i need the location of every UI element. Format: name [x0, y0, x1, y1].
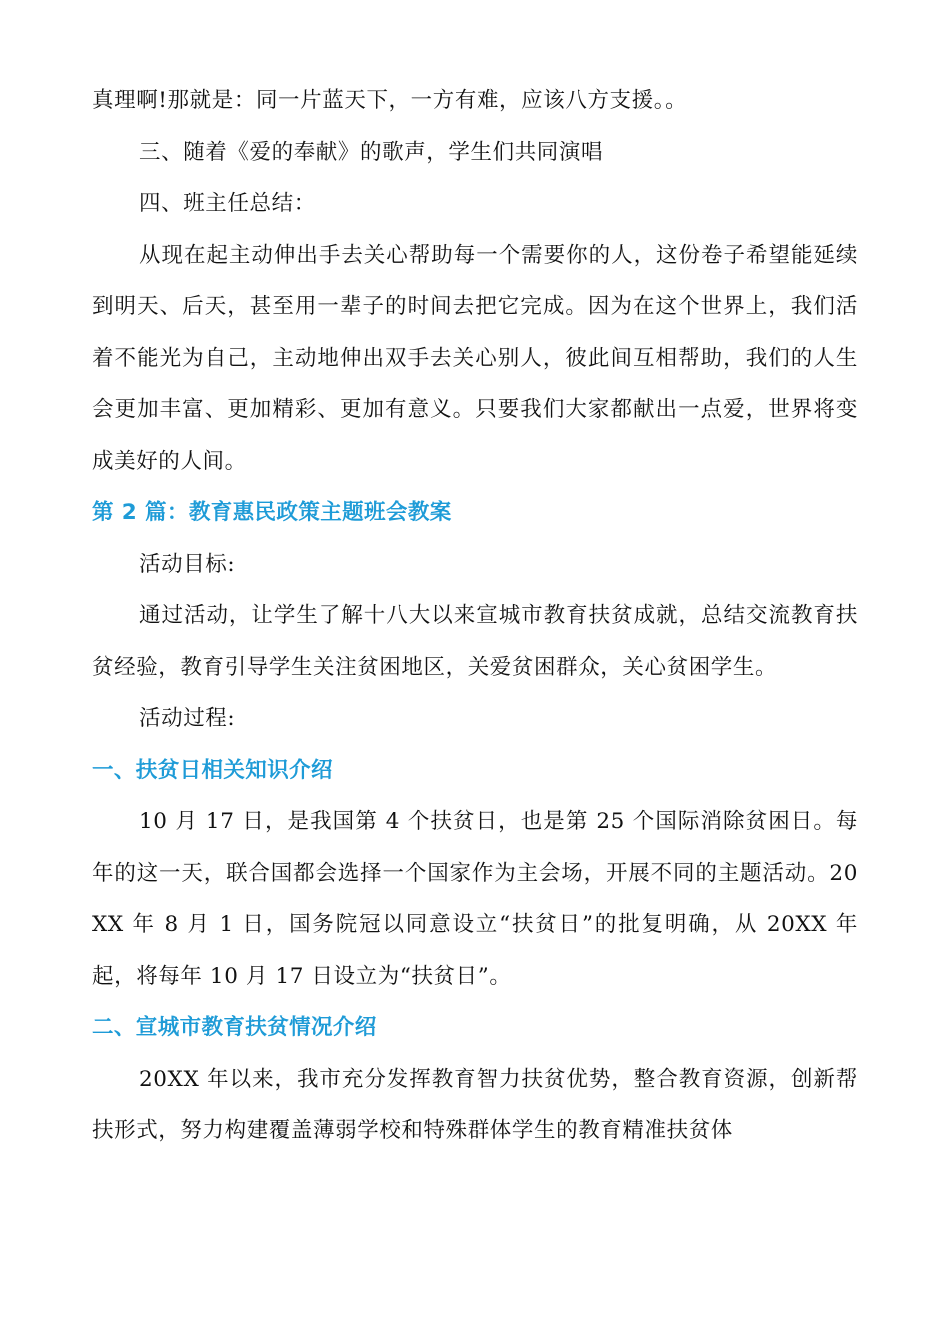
section-heading-article-2: 第 2 篇：教育惠民政策主题班会教案 — [92, 500, 452, 525]
paragraph-activity-goal-label: 活动目标: — [139, 551, 236, 577]
paragraph-4: 从现在起主动伸出手去关心帮助每一个需要你的人，这份卷子希望能延续到明天、后天，甚至用一辈子的时间去把它完成。因为在这个世界上，我们活着不能光为自己，主动地伸出双手去关心别人，彼此间互相帮助，我们的人生会更加丰富、更加精彩、更加有意义。只要我们大家都献出一点爱，世界将变成美好的人间。 — [92, 242, 858, 474]
document-page — [92, 75, 858, 1157]
paragraph-1: 真理啊!那就是：同一片蓝天下，一方有难，应该八方支援。。 — [92, 88, 688, 113]
paragraph-xuancheng: 20XX 年以来，我市充分发挥教育智力扶贫优势，整合教育资源，创新帮扶形式，努力构建覆盖薄弱学校和特殊群体学生的教育精准扶贫体 — [92, 1066, 858, 1143]
paragraph-3: 四、班主任总结： — [139, 191, 316, 216]
section-heading-poverty-day: 一、扶贫日相关知识介绍 — [92, 757, 333, 783]
paragraph-2: 三、随着《爱的奉献》的歌声，学生们共同演唱 — [139, 139, 604, 165]
paragraph-activity-goal: 通过活动，让学生了解十八大以来宣城市教育扶贫成就，总结交流教育扶贫经验，教育引导学生关注贫困地区，关爱贫困群众，关心贫困学生。 — [92, 603, 858, 680]
paragraph-poverty-day: 10 月 17 日，是我国第 4 个扶贫日，也是第 25 个国际消除贫困日。每年的这一天，联合国都会选择一个国家作为主会场，开展不同的主题活动。20XX 年 8 月 1 日，国务院冠以同意设立“扶贫日”的批复明确，从 20XX 年起，将每年 10 月 17 日设立为“扶贫日”。 — [92, 809, 858, 989]
section-heading-xuancheng: 二、宣城市教育扶贫情况介绍 — [92, 1015, 377, 1040]
paragraph-activity-process-label: 活动过程: — [139, 706, 236, 731]
